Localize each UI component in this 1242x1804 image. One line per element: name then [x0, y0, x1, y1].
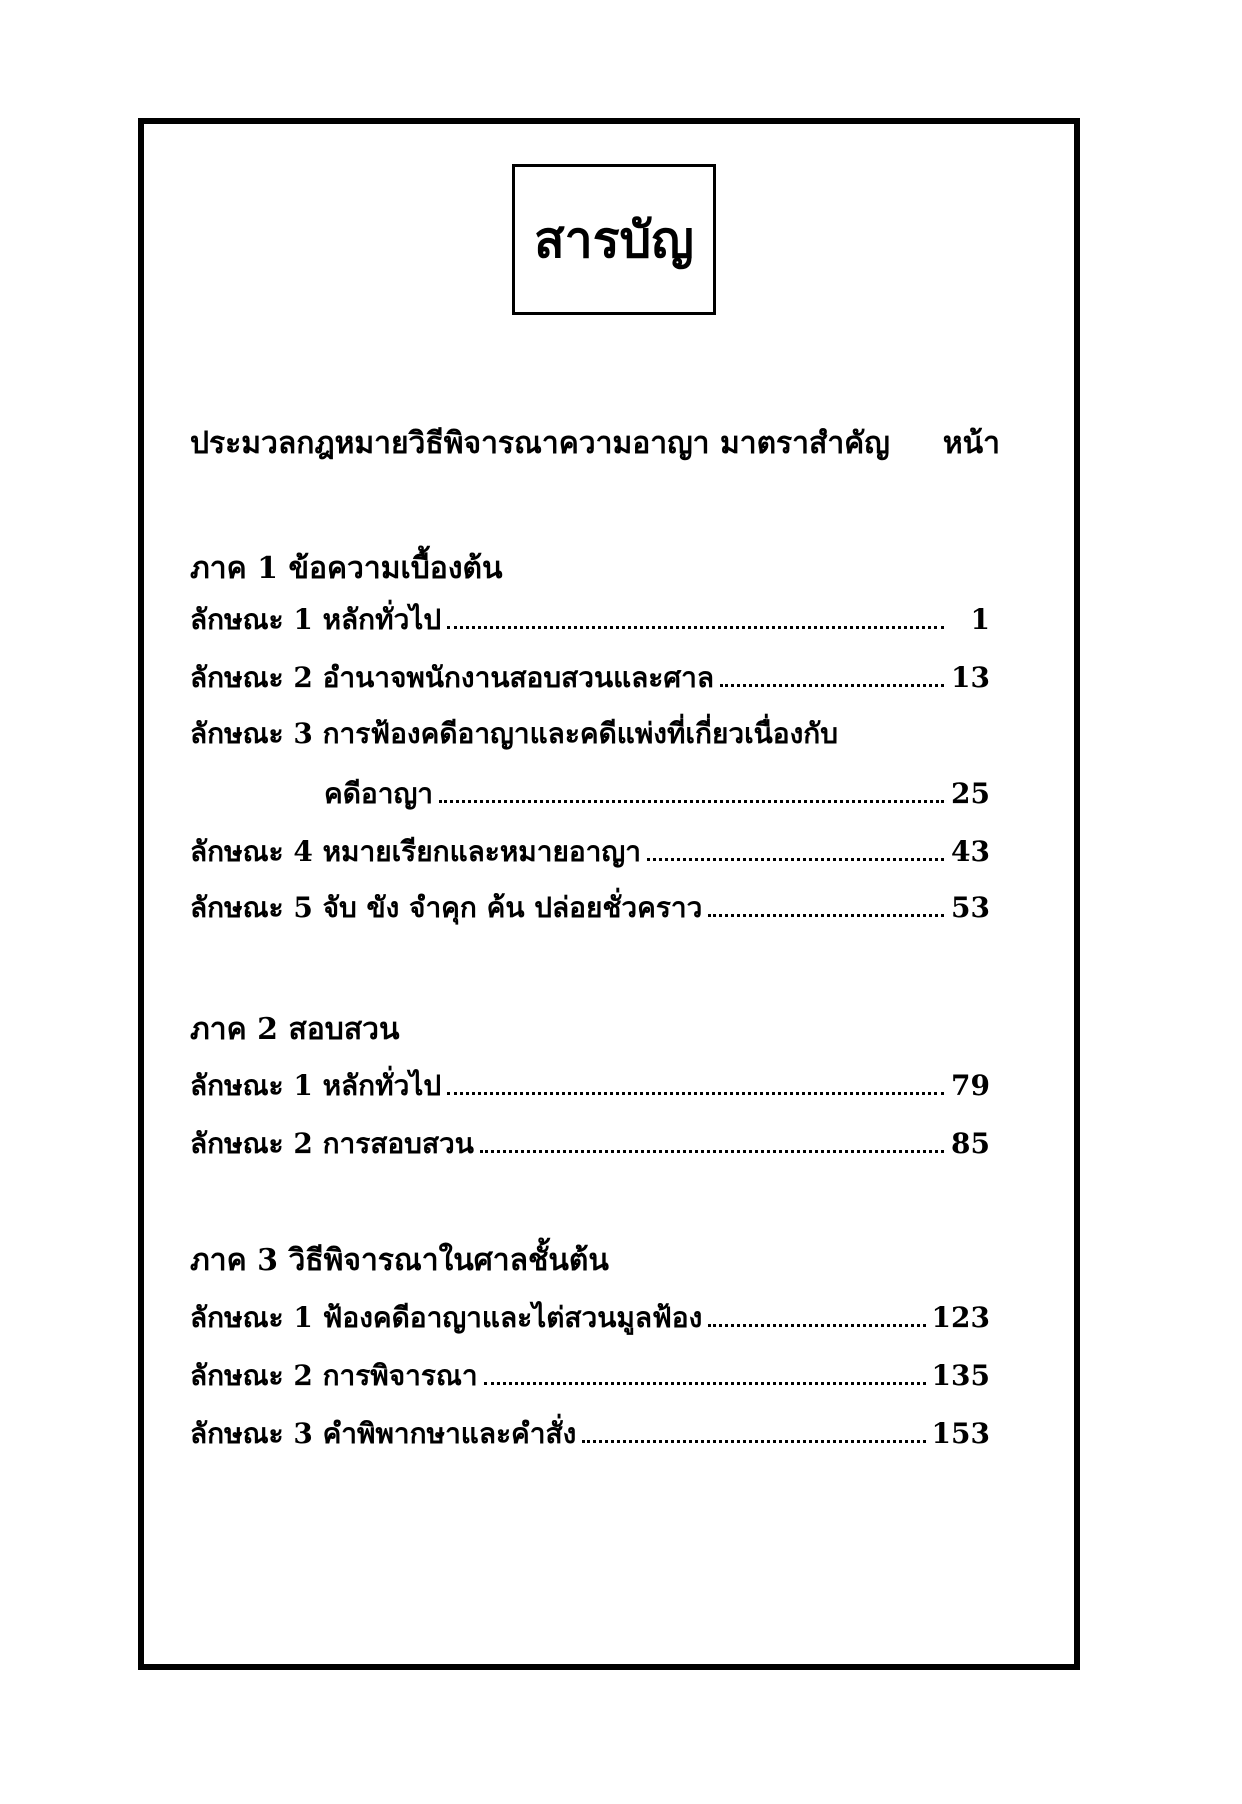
dot-leader — [720, 684, 944, 687]
toc-entry-label: ลักษณะ 5 จับ ขัง จำคุก ค้น ปล่อยชั่วคราว — [190, 891, 703, 924]
toc-entry — [190, 1412, 990, 1456]
toc-entry-page: 135 — [931, 1359, 990, 1392]
dot-leader — [480, 1150, 944, 1153]
toc-entry — [324, 772, 990, 816]
toc-entry — [190, 886, 990, 930]
toc-entry-continuation: คดีอาญา — [324, 777, 434, 810]
toc-entry — [190, 1122, 990, 1166]
toc-header-page-label: หน้า — [942, 426, 1000, 461]
toc-entry-label: ลักษณะ 2 การสอบสวน — [190, 1127, 474, 1160]
toc-header-title: ประมวลกฎหมายวิธีพิจารณาความอาญา มาตราสำคัญ — [190, 426, 890, 461]
toc-entry-label: ลักษณะ 3 คำพิพากษาและคำสั่ง — [190, 1417, 577, 1450]
toc-entry-page: 153 — [931, 1417, 990, 1450]
toc-entry-label: ลักษณะ 1 หลักทั่วไป — [190, 1069, 442, 1102]
toc-entry-page: 1 — [970, 603, 990, 636]
toc-entry — [190, 1296, 990, 1340]
dot-leader — [484, 1382, 926, 1385]
toc-entry-label: ลักษณะ 1 ฟ้องคดีอาญาและไต่สวนมูลฟ้อง — [190, 1301, 703, 1334]
toc-entry-label: ลักษณะ 3 การฟ้องคดีอาญาและคดีแพ่งที่เกี่ยวเนื่องกับ — [190, 717, 838, 750]
toc-entry-label: ลักษณะ 4 หมายเรียกและหมายอาญา — [190, 835, 641, 868]
toc-entry-page: 25 — [951, 777, 990, 810]
section-heading-3: ภาค 3 วิธีพิจารณาในศาลชั้นต้น — [190, 1243, 609, 1278]
toc-entry — [190, 598, 990, 642]
dot-leader — [447, 1092, 944, 1095]
section-heading-1: ภาค 1 ข้อความเบื้องต้น — [190, 551, 503, 586]
toc-entry-page: 79 — [951, 1069, 990, 1102]
toc-entry-page: 123 — [931, 1301, 990, 1334]
toc-entry-page: 43 — [951, 835, 990, 868]
toc-entry-page: 53 — [951, 891, 990, 924]
toc-header-row — [190, 420, 1000, 467]
page-title: สารบัญ — [534, 209, 694, 269]
dot-leader — [708, 914, 944, 917]
toc-entry-label: ลักษณะ 1 หลักทั่วไป — [190, 603, 442, 636]
dot-leader — [582, 1440, 925, 1443]
toc-entry — [190, 830, 990, 874]
toc-entry-label: ลักษณะ 2 อำนาจพนักงานสอบสวนและศาล — [190, 661, 714, 694]
toc-entry — [190, 1354, 990, 1398]
toc-entry — [190, 656, 990, 700]
dot-leader — [439, 800, 944, 803]
toc-entry-label: ลักษณะ 2 การพิจารณา — [190, 1359, 478, 1392]
section-heading-2: ภาค 2 สอบสวน — [190, 1012, 400, 1047]
dot-leader — [708, 1324, 925, 1327]
toc-entry-page: 13 — [951, 661, 990, 694]
toc-entry — [190, 1064, 990, 1108]
dot-leader — [447, 626, 944, 629]
title-box — [512, 164, 716, 315]
dot-leader — [647, 858, 944, 861]
toc-entry-page: 85 — [951, 1127, 990, 1160]
